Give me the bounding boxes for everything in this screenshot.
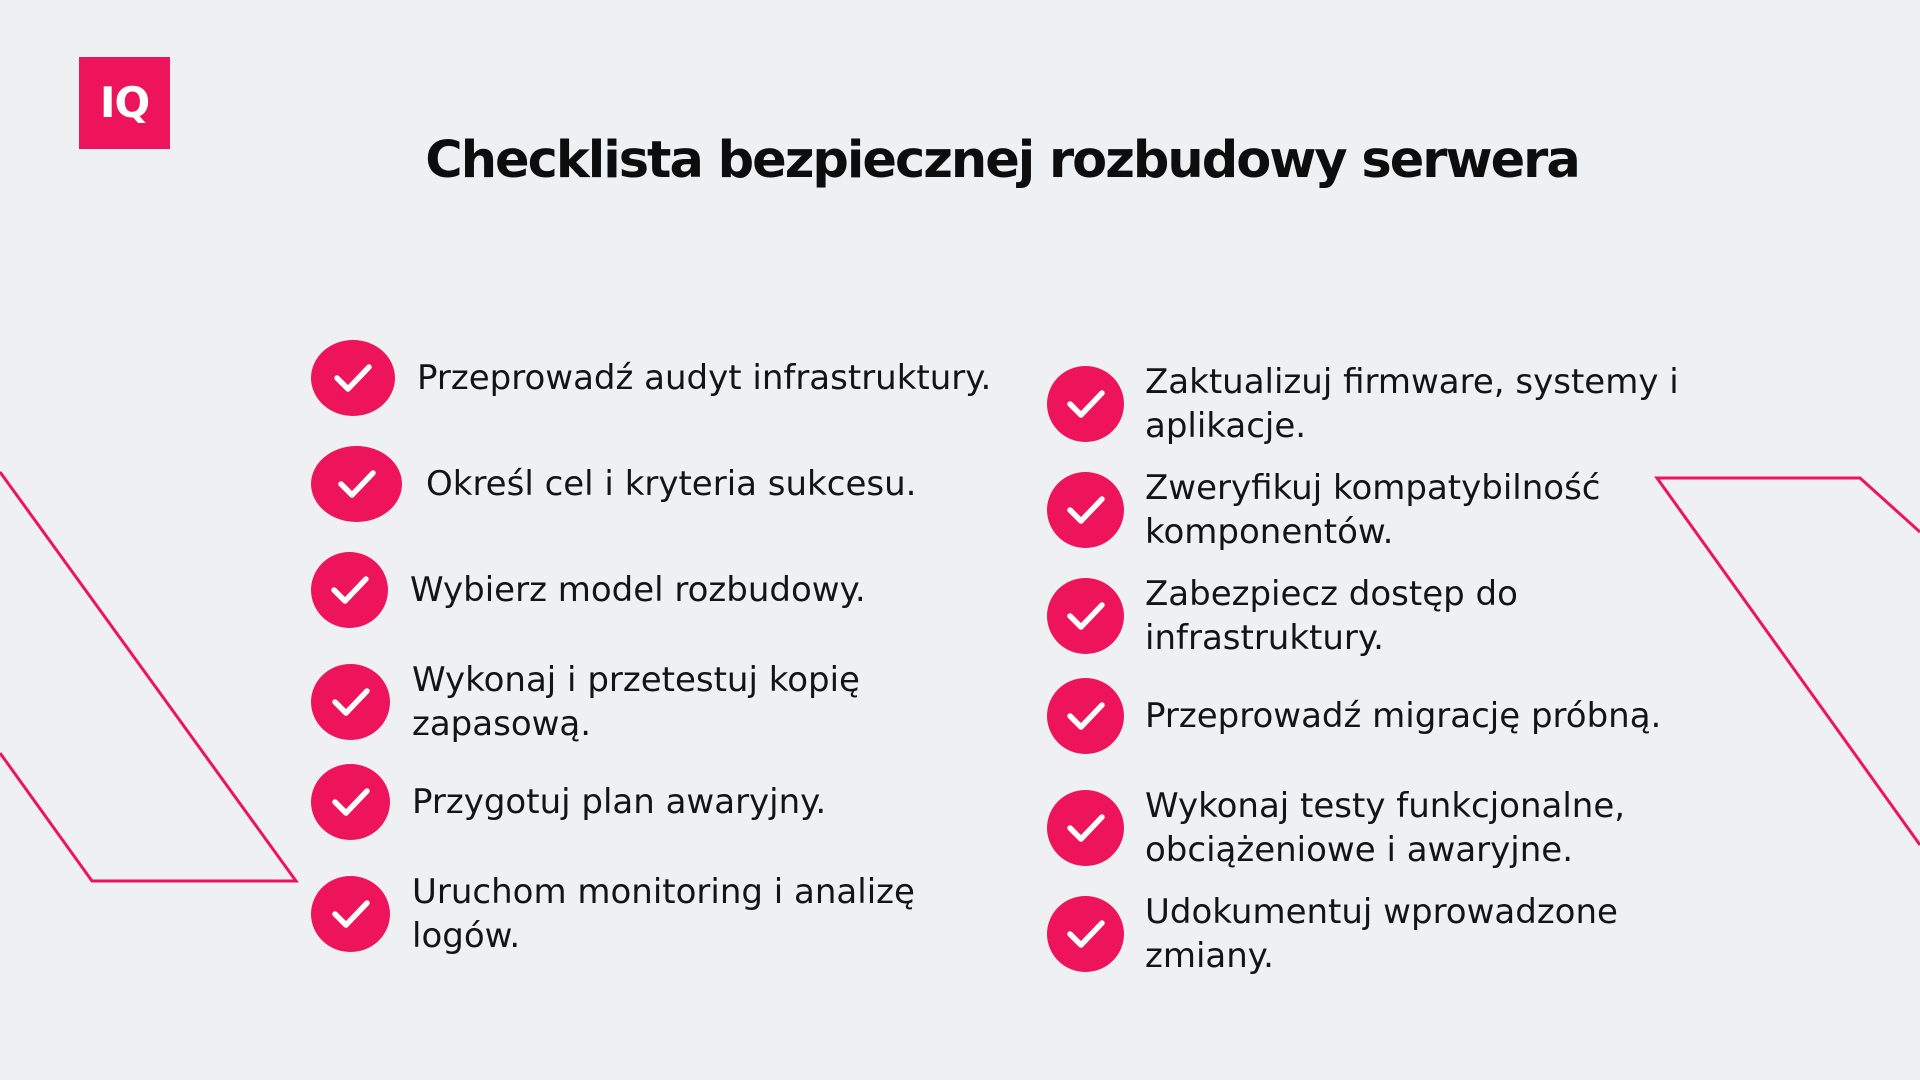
check-circle-icon <box>311 876 390 952</box>
check-circle-icon <box>1047 366 1124 442</box>
checklist-item <box>1047 360 1705 448</box>
checklist-item-label: Wykonaj testy funkcjonalne, obciążeniowe i awaryjne. <box>1145 786 1626 870</box>
checklist-item <box>311 340 1007 416</box>
checklist-item-label: Zaktualizuj firmware, systemy i aplikacje. <box>1145 362 1679 446</box>
checklist-item-label: Zweryfikuj kompatybilność komponentów. <box>1145 468 1601 552</box>
checklist-item-label: Zabezpiecz dostęp do infrastruktury. <box>1145 574 1518 658</box>
left-decorative-line <box>0 472 296 881</box>
checklist-item <box>1047 466 1705 554</box>
check-circle-icon <box>311 340 395 416</box>
check-circle-icon <box>311 664 390 740</box>
check-circle-icon <box>1047 896 1124 972</box>
checklist-item-label: Udokumentuj wprowadzone zmiany. <box>1145 892 1618 976</box>
checklist-item <box>1047 572 1705 660</box>
check-circle-icon <box>1047 578 1124 654</box>
checklist-item <box>311 552 1000 628</box>
check-circle-icon <box>311 446 402 522</box>
checklist-item-label: Przeprowadź migrację próbną. <box>1145 696 1662 736</box>
check-circle-icon <box>1047 472 1124 548</box>
check-circle-icon <box>1047 678 1124 754</box>
check-circle-icon <box>311 764 390 840</box>
checklist-item <box>1047 678 1705 754</box>
checklist-item-label: Wybierz model rozbudowy. <box>410 570 866 610</box>
page-title: Checklista bezpiecznej rozbudowy serwera <box>425 131 1579 190</box>
check-circle-icon <box>311 552 388 628</box>
checklist-item-label: Uruchom monitoring i analizę logów. <box>412 872 915 956</box>
checklist-item <box>1047 890 1705 978</box>
checklist-item <box>1047 784 1705 872</box>
checklist-item <box>311 446 1016 522</box>
checklist-item <box>311 658 1002 746</box>
checklist-item-label: Przeprowadź audyt infrastruktury. <box>417 358 992 398</box>
checklist-item-label: Określ cel i kryteria sukcesu. <box>426 464 917 504</box>
checklist-item <box>311 764 1002 840</box>
logo-text: IQ <box>99 78 150 127</box>
checklist-item-label: Wykonaj i przetestuj kopię zapasową. <box>412 660 860 744</box>
check-circle-icon <box>1047 790 1124 866</box>
checklist-item-label: Przygotuj plan awaryjny. <box>412 782 827 822</box>
checklist-item <box>311 870 1002 958</box>
